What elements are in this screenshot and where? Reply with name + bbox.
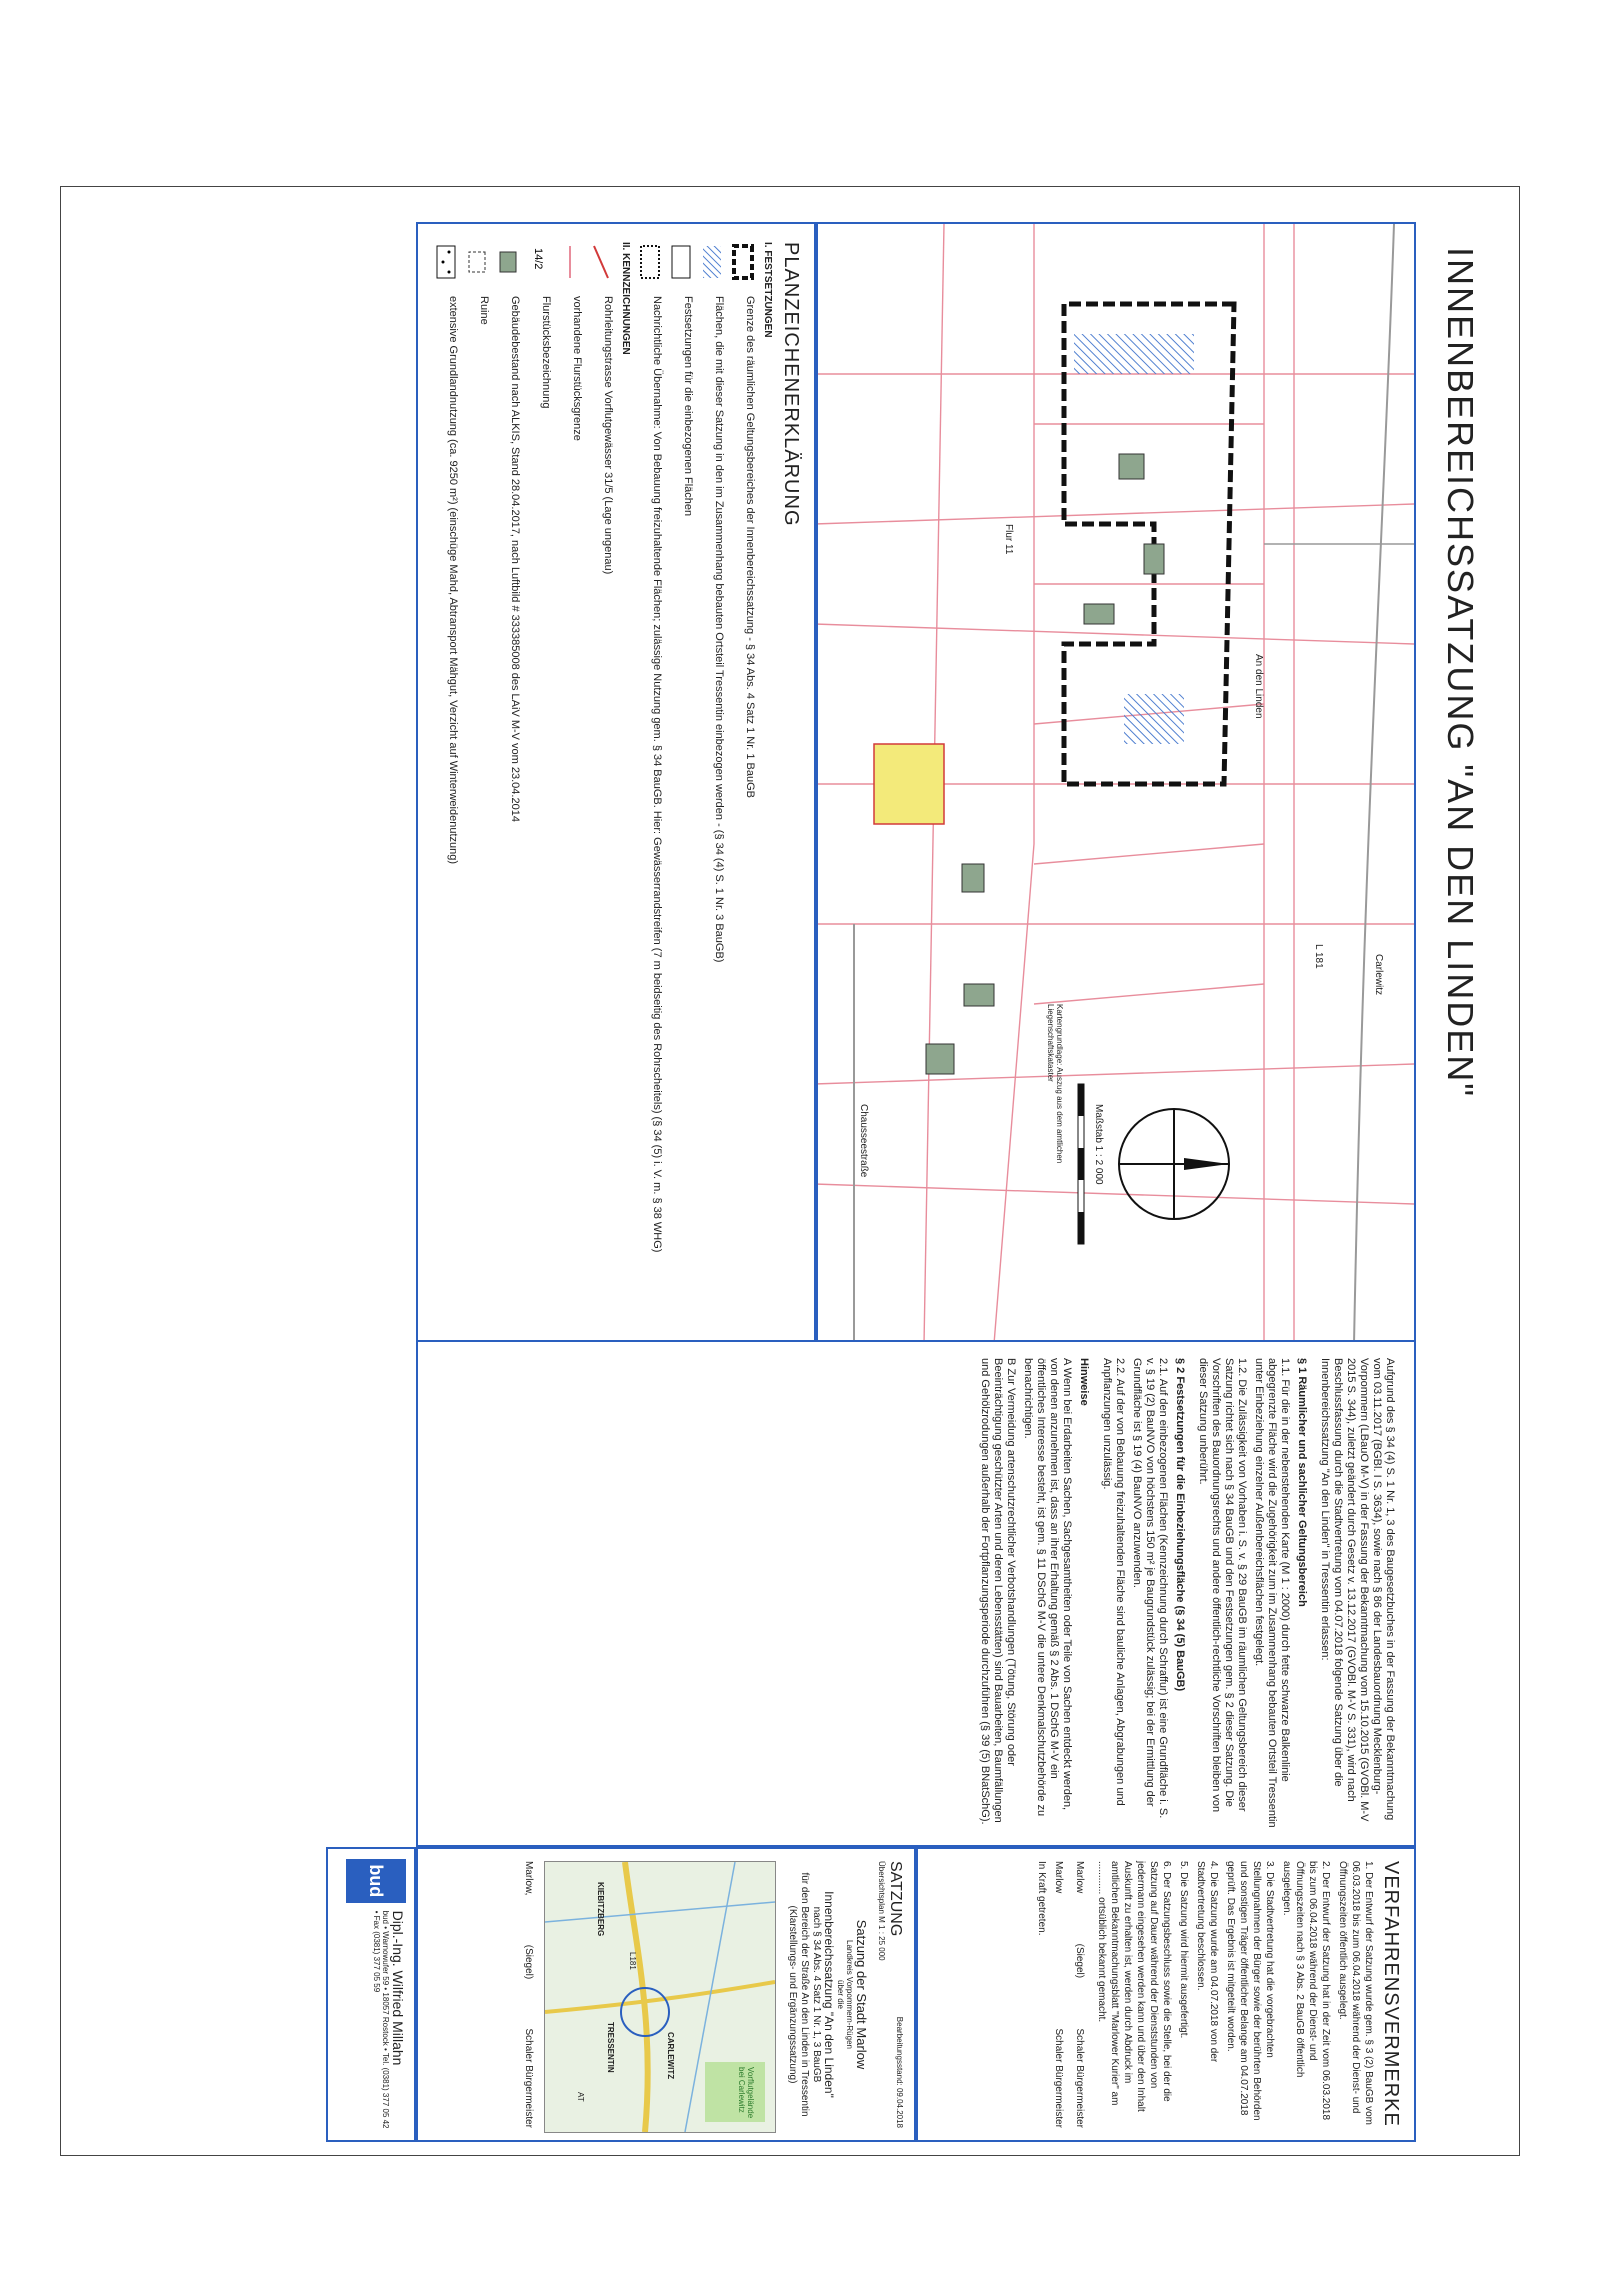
procedure-place1: Marlow bbox=[1074, 1861, 1085, 1894]
label-road: L 181 bbox=[1313, 944, 1324, 969]
legend-panel bbox=[416, 222, 816, 1342]
scale-label: Maßstab 1 : 2 000 bbox=[1093, 1104, 1104, 1185]
label-carlewitz: Carlewitz bbox=[1373, 954, 1384, 996]
parcel-line-icon bbox=[557, 242, 583, 282]
satzung-place: Marlow, bbox=[523, 1861, 534, 1896]
section1-heading: § 1 Räumlicher und sachlicher Geltungsbereich bbox=[1296, 1358, 1308, 1607]
svg-text:14/2: 14/2 bbox=[532, 248, 544, 270]
satzung-heading: SATZUNG bbox=[887, 1861, 904, 1937]
office-name: Dipl.-Ing. Wilfried Millahn bbox=[390, 1910, 406, 2066]
legend-row bbox=[464, 242, 490, 1322]
hinweis-a: A Wenn bei Erdarbeiten Sachen, Sachgesamtheiten oder Teile von Sachen entdeckt werden, von denen anzunehmen ist, dass an ihrer Erhaltung gemäß § 2 Abs. 1 DSchG M-V ein öffentliches Interesse besteht, ist gem. § 11 DSchG M-V die untere Denkmalschutzbehörde zu benachrichtigen. bbox=[1022, 1358, 1073, 1817]
legend-row bbox=[699, 242, 725, 1322]
legend-text: Flurstücksbezeichnung bbox=[540, 296, 552, 409]
overview-kiebitzberg: KIEBITZBERG bbox=[596, 1882, 605, 1937]
label-flur: Flur 11 bbox=[1003, 524, 1014, 555]
hinweis-b: B Zur Vermeidung artenschutzrechtlicher Verbotshandlungen (Tötung, Störung oder Beeinträchtigung geschützter Arten und deren Lebensstätten) sind Bauarbeiten, Baumfällungen und Gehölzrodungen außerhalb der Fortpflanzungsperiode durchzuführen (§ 39 (5) BNatSchG). bbox=[979, 1358, 1017, 1825]
legend-row bbox=[637, 242, 663, 1322]
overview-scale: Übersichtsplan M 1 : 25 000 bbox=[877, 1861, 886, 1961]
drain-icon bbox=[588, 242, 614, 282]
legend-row bbox=[557, 242, 583, 1322]
intro-text: Aufgrund des § 34 (4) S. 1 Nr. 1, 3 des Baugesetzbuches in der Fassung der Bekanntmachung vom 03.11.2017 (BGBl. I S. 3634), sowie nach § 86 der Landesbauordnung Mecklenburg-Vorpommern (LBauO M-V) in der Fassung der Bekanntmachung vom 15.10.2015 (GVOBl. M-V 2015 S. 344), zuletzt geändert durch Gesetz v. 13.12.2017 (GVOBl. M-V S. 331), wird nach Beschlussfassung durch die Stadtvertretung vom 04.07.2018 folgende Satzung über die Innenbereichssatzung "An den Linden" in Tressentin erlassen: bbox=[1319, 1358, 1396, 1822]
legend-row bbox=[588, 242, 614, 1322]
satzung-signature: Schaler Bürgermeister bbox=[523, 2028, 534, 2128]
legend-heading: PLANZEICHENERKLÄRUNG bbox=[780, 242, 802, 527]
satzung-line2: Landkreis Vorpommern-Rügen bbox=[845, 1940, 854, 2049]
satzung-line1: Satzung der Stadt Marlow bbox=[854, 1919, 869, 2070]
legend-row bbox=[526, 242, 552, 1322]
overview-map bbox=[544, 1861, 776, 2133]
legend-text: vorhandene Flurstücksgrenze bbox=[571, 296, 583, 441]
building bbox=[1084, 604, 1114, 624]
overview-tressentin: TRESSENTIN bbox=[606, 2022, 615, 2073]
procedure-item: 3. Die Stadtvertretung hat die vorgebrachten Stellungnahmen der Bürger sowie der berührten Behörden und sonstigen Träger öffentlicher Belange am 04.07.2018 geprüft. Das Ergebnis ist mitgeteilt worden. bbox=[1225, 1861, 1275, 2121]
procedure-inkraft: In Kraft getreten. bbox=[1036, 1861, 1047, 1936]
label-chausseestrasse: Chausseestraße bbox=[858, 1104, 869, 1178]
legend-text: Gebäudebestand nach ALKIS, Stand 28.04.2017, nach Luftbild # 333385008 des LAiV M-V vom 23.04.2014 bbox=[509, 296, 521, 822]
building bbox=[926, 1044, 954, 1074]
procedure-panel bbox=[916, 1847, 1416, 2142]
hatched-inclusion-area bbox=[1124, 694, 1184, 744]
grass-icon bbox=[433, 242, 459, 282]
procedure-item: 2. Der Entwurf der Satzung hat in der Zeit vom 06.03.2018 bis zum 06.04.2018 während der Dienst- und Öffnungszeiten nach § 3 Abs. 2 BauGB öffentlich ausgelegen. bbox=[1281, 1861, 1331, 2121]
building-icon bbox=[495, 242, 521, 282]
procedure-signature2: Schaler Bürgermeister bbox=[1053, 2028, 1064, 2128]
legend-text: Grenze des räumlichen Geltungsbereiches der Innenbereichssatzung - § 34 Abs. 4 Satz 1 Nr. 1 BauGB bbox=[744, 296, 756, 799]
procedure-item: 5. Die Satzung wird hiermit ausgefertigt. bbox=[1178, 1861, 1189, 2039]
legend-text: Festsetzungen für die einbezogenen Flächen bbox=[682, 296, 694, 517]
hinweise-heading: Hinweise bbox=[1078, 1358, 1090, 1406]
satzung-line7: (Klarstellungs- und Ergänzungssatzung) bbox=[787, 1905, 798, 2084]
procedure-seal: (Siegel) bbox=[1074, 1943, 1085, 1979]
section2-heading: § 2 Festsetzungen für die Einbeziehungsfläche (§ 34 (5) BauGB) bbox=[1174, 1358, 1186, 1692]
satzung-line3: über die bbox=[836, 1980, 845, 2009]
boundary-icon bbox=[730, 242, 756, 282]
grassland-area bbox=[874, 744, 944, 824]
legend-sub1: I. FESTSETZUNGEN bbox=[762, 242, 773, 338]
hatched-inclusion-area bbox=[1074, 334, 1194, 374]
regulations-panel bbox=[416, 1342, 1416, 1847]
satzung-stand: Bearbeitungsstand: 09.04.2018 bbox=[895, 2016, 904, 2128]
office-address: bud • Warnowufer 59 • 18057 Rostock • Tel. (0381) 377 05 42 • Fax (0381) 377 05 59 bbox=[372, 1910, 390, 2129]
hatch-icon bbox=[699, 242, 725, 282]
building bbox=[962, 864, 984, 892]
procedure-item: 1. Der Entwurf der Satzung wurde gem. § 3 (2) BauGB vom 06.03.2018 bis zum 06.04.2018 während der Dienst- und Öffnungszeiten öffentlich ausgelegt. bbox=[1337, 1861, 1374, 2126]
overview-l181: L181 bbox=[628, 1952, 637, 1970]
ruin-icon bbox=[464, 242, 490, 282]
procedure-item: 6. Der Satzungsbeschluss sowie die Stelle, bei der die Satzung auf Dauer während der Dienststunden von jedermann eingesehen werden kann und über den Inhalt Auskunft zu erhalten ist, werden durch Abdruck im amtlichen Bekanntmachungsblatt "Marlower Kurier" am ............ ortsüblich bekannt gemacht. bbox=[1096, 1861, 1172, 2112]
legend-sub2: II. KENNZEICHNUNGEN bbox=[620, 242, 631, 355]
section1-1: 1.1. Für die in der nebenstehenden Karte (M 1 : 2000) durch fette schwarze Balkenlinie abgegrenzte Fläche wird die Zugehörigkeit zum im Zusammenhang bebauten Ortsteil Tressentin unter Einbeziehung einzelner Außenbereichsflächen festgelegt. bbox=[1253, 1358, 1291, 1828]
overview-at: AT bbox=[576, 2092, 585, 2102]
legend-row bbox=[433, 242, 459, 1322]
north-arrow-icon bbox=[1119, 1109, 1229, 1219]
procedure-place2: Marlow bbox=[1053, 1861, 1064, 1894]
satzung-line6: für den Bereich der Straße An den Linden in Tressentin bbox=[799, 1872, 810, 2117]
office-logo-text: bud bbox=[366, 1864, 387, 1898]
section2-2: 2.2. Auf der von Bebauung freizuhaltenden Fläche sind bauliche Anlagen, Abgrabungen und Anpflanzungen unzulässig. bbox=[1101, 1358, 1126, 1806]
wavy-icon bbox=[637, 242, 663, 282]
legend-text: Nachrichtliche Übernahme: Von Bebauung freizuhaltende Flächen; zulässige Nutzung gem. § 34 BauGB. Hier: Gewässerrandstreifen (7 m beidseitig des Rohrscheitels) (§ 34 (5) i. V. m. § 38 WHG) bbox=[651, 296, 663, 1253]
cadastral-map bbox=[816, 224, 1414, 1342]
office-panel bbox=[326, 1847, 416, 2142]
plan-sheet bbox=[60, 186, 1520, 2156]
satzung-seal: (Siegel) bbox=[523, 1944, 534, 1980]
rotated-plan bbox=[61, 187, 1521, 2157]
label-an-den-linden: An den Linden bbox=[1253, 654, 1264, 719]
parcel-number-icon bbox=[526, 242, 552, 282]
legend-row bbox=[495, 242, 521, 1322]
protect-icon bbox=[668, 242, 694, 282]
overview-vorfluter: Vorflutgelände bei Carlewitz bbox=[737, 2067, 755, 2119]
office-logo bbox=[346, 1859, 406, 1903]
building bbox=[1144, 544, 1164, 574]
section2-1: 2.1. Auf den einbezogenen Flächen (Kennzeichnung durch Schraffur) ist eine Grundfläche i. S. v. § 19 (2) BauNVO von höchstens 150 m² je Baugrundstück zulässig; bei der Ermittlung der Grundfläche ist § 19 (4) BauNVO anzuwenden. bbox=[1131, 1358, 1169, 1819]
map-source: Kartengrundlage: Auszug aus dem amtlichen Liegenschaftskataster bbox=[1046, 1004, 1064, 1164]
satzung-line4: Innenbereichssatzung "An den Linden" bbox=[822, 1891, 836, 2098]
legend-text: Flächen, die mit dieser Satzung in den im Zusammenhang bebauten Ortsteil Tressentin einbezogen werden - (§ 34 (4) S. 1 Nr. 3 BauGB) bbox=[713, 296, 725, 963]
section1-2: 1.2. Die Zulässigkeit von Vorhaben i. S. v. § 29 BauGB im räumlichen Geltungsbereich dieser Satzung richtet sich nach § 34 BauGB und den Festsetzungen gem. § 2 dieser Satzung. Die Vorschriften des Bauordnungsrechts und andere öffentlich-rechtliche Vorschriften bleiben von dieser Satzung unberührt. bbox=[1197, 1358, 1248, 1813]
legend-row bbox=[730, 242, 756, 1322]
procedure-signature1: Schaler Bürgermeister bbox=[1074, 2028, 1085, 2128]
building bbox=[1119, 454, 1144, 479]
procedure-item: 4. Die Satzung wurde am 04.07.2018 von der Stadtvertretung beschlossen. bbox=[1195, 1861, 1219, 2063]
legend-text: extensive Grundlandnutzung (ca. 9250 m²) (einschüge Mahd, Abtransport Mähgut, Verzicht auf Winterweidenutzung) bbox=[447, 296, 459, 865]
scale-bar bbox=[1078, 1084, 1084, 1244]
procedure-heading: VERFAHRENSVERMERKE bbox=[1380, 1861, 1402, 2127]
building bbox=[964, 984, 994, 1006]
satzung-line5: nach § 34 Abs. 4 Satz 1 Nr. 1, 3 BauGB bbox=[811, 1906, 822, 2083]
legend-text: Rohrleitungstrasse Vorflutgewässer 31/5 (Lage ungenau) bbox=[602, 296, 614, 575]
legend-row bbox=[668, 242, 694, 1322]
plan-title: INNENBEREICHSSATZUNG "AN DEN LINDEN" bbox=[1440, 247, 1481, 1098]
legend-text: Ruine bbox=[478, 296, 490, 325]
satzung-panel bbox=[416, 1847, 916, 2142]
map-panel bbox=[816, 222, 1416, 1342]
overview-carlewitz: CARLEWITZ bbox=[666, 2032, 675, 2080]
